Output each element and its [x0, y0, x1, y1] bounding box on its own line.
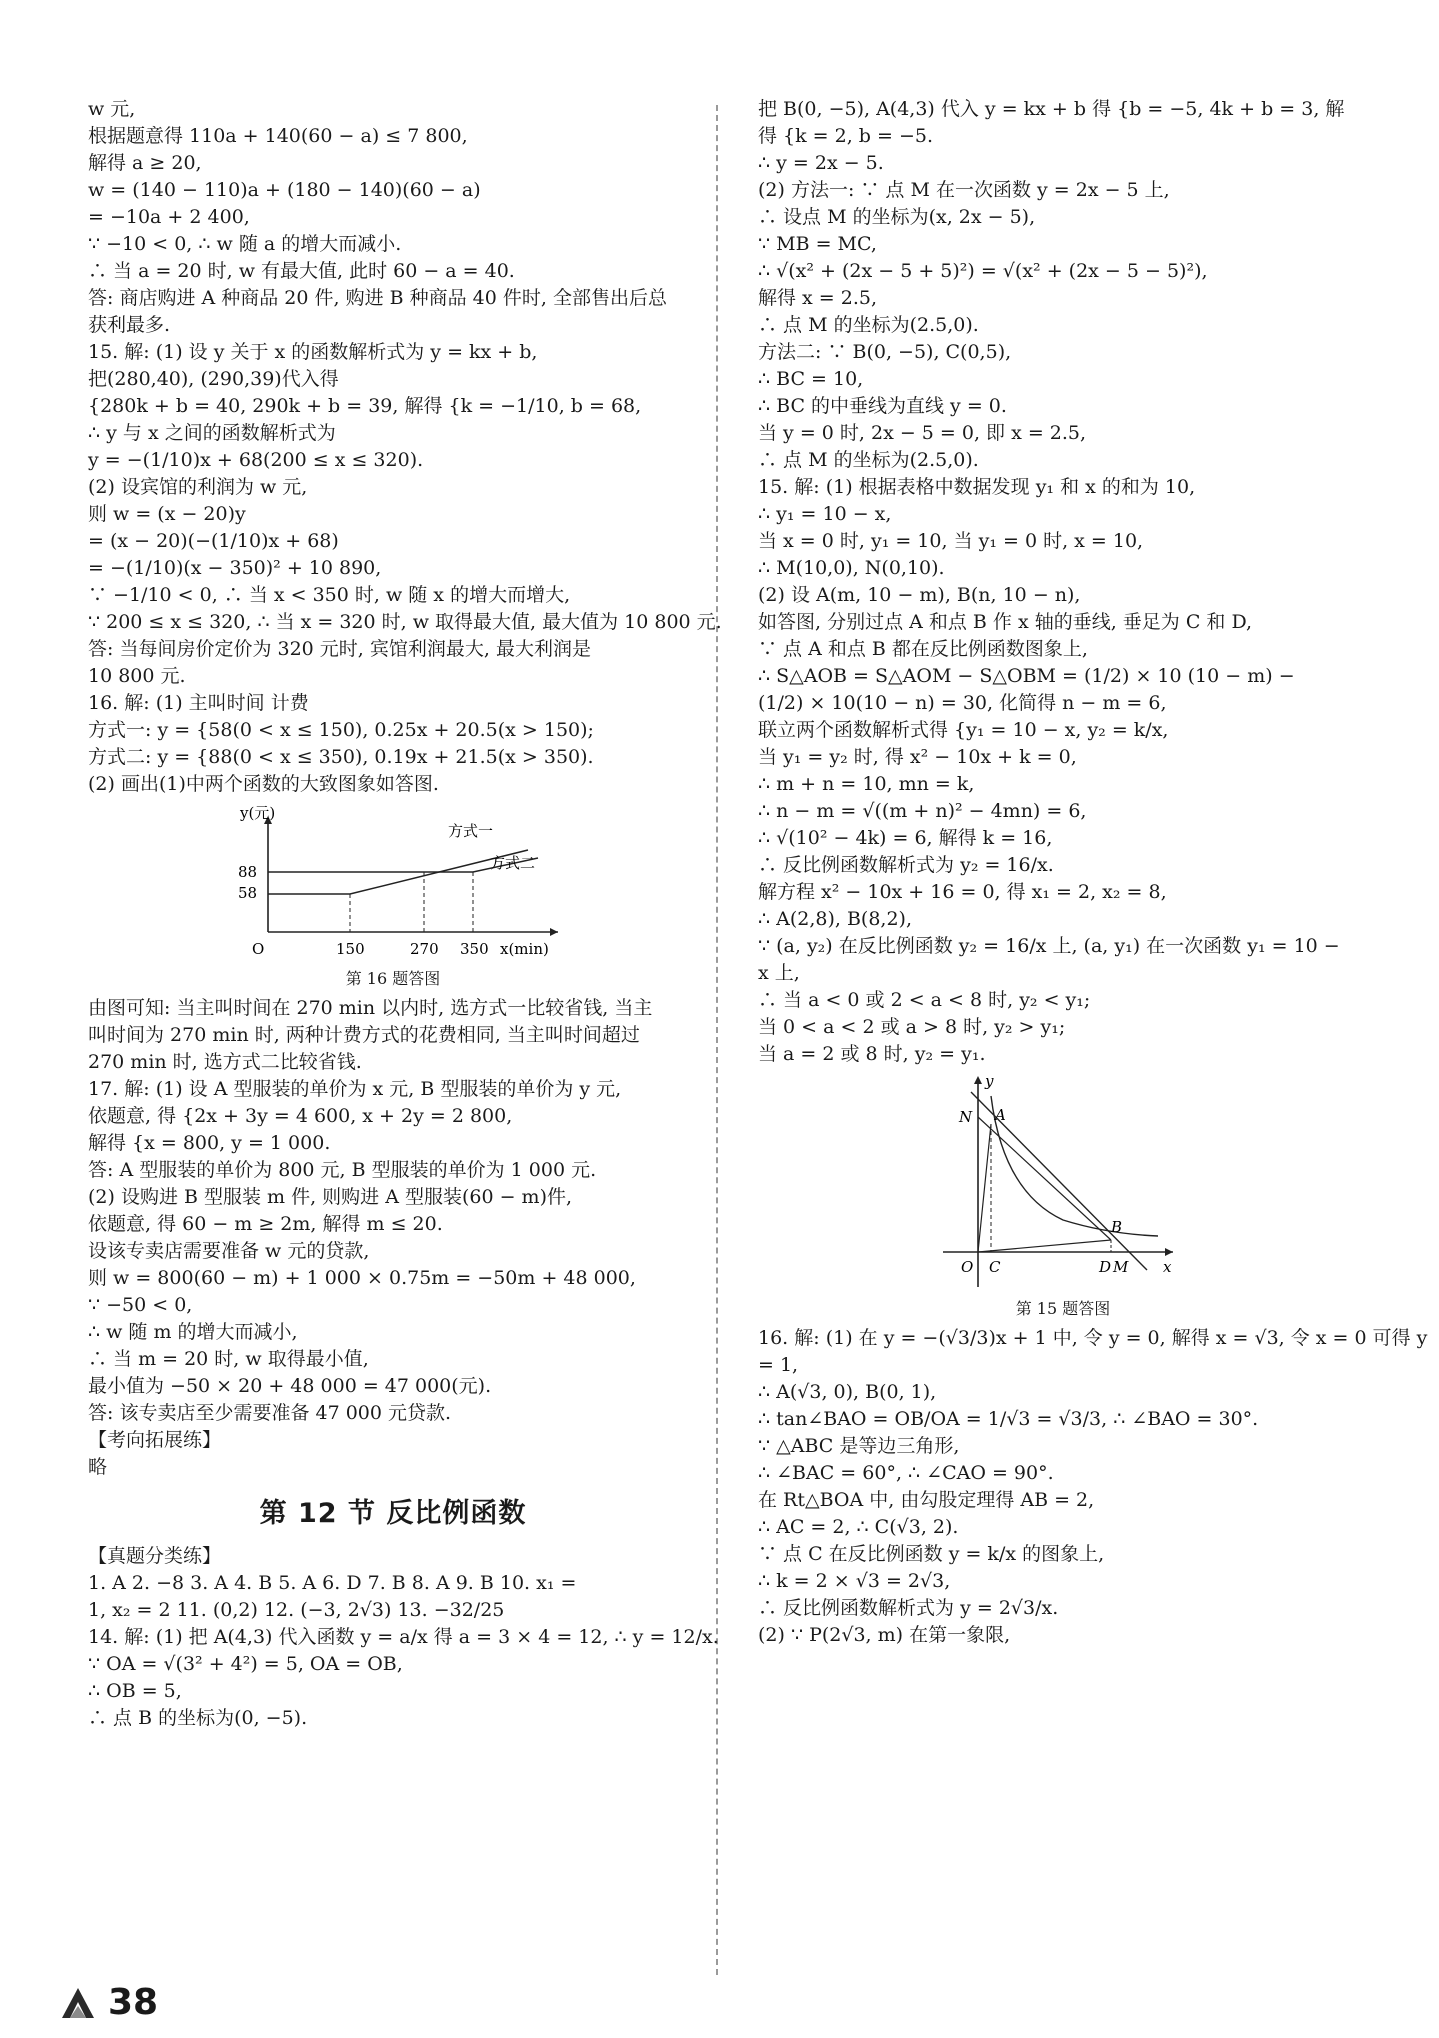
- segment-NB: [978, 1117, 1111, 1240]
- text-line: w = (140 − 110)a + (180 − 140)(60 − a): [88, 179, 481, 201]
- text-line: ∵ −50 < 0,: [88, 1294, 193, 1316]
- text-line: ∴ AC = 2, ∴ C(√3, 2).: [758, 1516, 959, 1538]
- label-C: C: [989, 1258, 1001, 1276]
- text-line: = −10a + 2 400,: [88, 206, 250, 228]
- section-heading: 第 12 节 反比例函数: [259, 1498, 527, 1529]
- text-line: y = −(1/10)x + 68(200 ≤ x ≤ 320).: [88, 449, 424, 471]
- page-footer: [58, 1982, 158, 2023]
- text-line: ∴ √(x² + (2x − 5 + 5)²) = √(x² + (2x − 5 − 5)²),: [758, 260, 1208, 282]
- page-number: 38: [108, 1982, 159, 2023]
- text-line: (2) 方法一: ∵ 点 M 在一次函数 y = 2x − 5 上,: [758, 179, 1170, 201]
- text-line: 方法二: ∵ B(0, −5), C(0,5),: [758, 341, 1012, 363]
- segment-OB: [978, 1240, 1111, 1252]
- text-line: ∴ w 随 m 的增大而减小,: [88, 1321, 298, 1343]
- text-line: ∴ y = 2x − 5.: [758, 152, 884, 174]
- text-line: (2) ∵ P(2√3, m) 在第一象限,: [758, 1624, 1011, 1646]
- text-line: ∵ −1/10 < 0, ∴ 当 x < 350 时, w 随 x 的增大而增大,: [88, 584, 571, 606]
- figure-16-caption: 第 16 题答图: [345, 969, 441, 988]
- x-tick-270: 270: [410, 940, 439, 958]
- text-line: 当 y = 0 时, 2x − 5 = 0, 即 x = 2.5,: [758, 422, 1087, 444]
- x-axis-arrow: [1165, 1248, 1173, 1256]
- text-line: ∴ A(√3, 0), B(0, 1),: [758, 1381, 937, 1403]
- text-line: = 1,: [758, 1354, 799, 1376]
- x-tick-150: 150: [336, 940, 365, 958]
- text-line: 依题意, 得 {2x + 3y = 4 600, x + 2y = 2 800,: [88, 1105, 513, 1127]
- text-line: (2) 设购进 B 型服装 m 件, 则购进 A 型服装(60 − m)件,: [88, 1186, 573, 1208]
- right-column: [758, 96, 1428, 1649]
- text-line: 10 800 元.: [88, 665, 186, 687]
- right-text-block-2: [758, 1325, 1428, 1649]
- label-D: D: [1099, 1258, 1112, 1276]
- text-line: 设该专卖店需要准备 w 元的贷款,: [88, 1240, 370, 1262]
- text-line: ∴ 点 M 的坐标为(2.5,0).: [758, 449, 979, 471]
- label-N: N: [959, 1108, 973, 1126]
- text-line: ∴ ∠BAC = 60°, ∴ ∠CAO = 90°.: [758, 1462, 1054, 1484]
- text-line: 获利最多.: [88, 314, 171, 336]
- text-line: ∴ 点 M 的坐标为(2.5,0).: [758, 314, 979, 336]
- left-text-block-1: [88, 96, 722, 798]
- publisher-logo-icon: [58, 1986, 102, 2020]
- y-tick-88: 88: [238, 863, 258, 881]
- text-line: (2) 设 A(m, 10 − m), B(n, 10 − n),: [758, 584, 1081, 606]
- text-line: 当 a = 2 或 8 时, y₂ = y₁.: [758, 1043, 986, 1065]
- right-text-block-1: [758, 96, 1368, 1068]
- text-line: ∵ MB = MC,: [758, 233, 877, 255]
- text-line: ∴ 当 a = 20 时, w 有最大值, 此时 60 − a = 40.: [88, 260, 515, 282]
- origin-label: O: [252, 940, 265, 958]
- text-line: 【真题分类练】: [88, 1545, 222, 1567]
- text-line: ∴ k = 2 × √3 = 2√3,: [758, 1570, 951, 1592]
- text-line: 得 {k = 2, b = −5.: [758, 125, 934, 147]
- x-tick-350: 350: [460, 940, 489, 958]
- text-line: 15. 解: (1) 根据表格中数据发现 y₁ 和 x 的和为 10,: [758, 476, 1196, 498]
- text-line: 答: 该专卖店至少需要准备 47 000 元贷款.: [88, 1402, 452, 1424]
- text-line: 解得 {x = 800, y = 1 000.: [88, 1132, 331, 1154]
- text-line: 16. 解: (1) 主叫时间 计费: [88, 692, 309, 714]
- text-line: 答: 当每间房价定价为 320 元时, 宾馆利润最大, 最大利润是: [88, 638, 591, 660]
- series-label-plan-2: 方式二: [490, 854, 536, 872]
- text-line: x 上,: [758, 962, 800, 984]
- text-line: ∴ BC 的中垂线为直线 y = 0.: [758, 395, 1007, 417]
- text-line: (1/2) × 10(10 − n) = 30, 化简得 n − m = 6,: [758, 692, 1167, 714]
- text-line: 14. 解: (1) 把 A(4,3) 代入函数 y = a/x 得 a = 3 × 4 = 12, ∴ y = 12/x.: [88, 1626, 719, 1648]
- label-B: B: [1111, 1218, 1123, 1236]
- text-line: 1. A 2. −8 3. A 4. B 5. A 6. D 7. B 8. A 9. B 10. x₁ =: [88, 1572, 577, 1594]
- text-line: 17. 解: (1) 设 A 型服装的单价为 x 元, B 型服装的单价为 y 元,: [88, 1078, 622, 1100]
- segment-OA: [978, 1124, 991, 1252]
- text-line: ∴ 当 m = 20 时, w 取得最小值,: [88, 1348, 369, 1370]
- text-line: 最小值为 −50 × 20 + 48 000 = 47 000(元).: [88, 1375, 492, 1397]
- text-line: 解得 x = 2.5,: [758, 287, 878, 309]
- text-line: 当 0 < a < 2 或 a > 8 时, y₂ > y₁;: [758, 1016, 1066, 1038]
- x-axis-arrow: [550, 928, 558, 936]
- text-line: ∴ 点 B 的坐标为(0, −5).: [88, 1707, 308, 1729]
- left-text-block-2: [88, 995, 698, 1481]
- text-line: 270 min 时, 选方式二比较省钱.: [88, 1051, 362, 1073]
- label-A: A: [995, 1106, 1006, 1124]
- text-line: (2) 设宾馆的利润为 w 元,: [88, 476, 308, 498]
- text-line: 解得 a ≥ 20,: [88, 152, 202, 174]
- series-label-plan-1: 方式一: [448, 822, 494, 840]
- text-line: 15. 解: (1) 设 y 关于 x 的函数解析式为 y = kx + b,: [88, 341, 538, 363]
- text-line: ∴ BC = 10,: [758, 368, 864, 390]
- graph-15-chart: [933, 1072, 1183, 1292]
- text-line: 解方程 x² − 10x + 16 = 0, 得 x₁ = 2, x₂ = 8,: [758, 881, 1167, 903]
- text-line: 略: [88, 1456, 108, 1478]
- figure-15: [758, 1072, 1368, 1321]
- text-line: ∵ −10 < 0, ∴ w 随 a 的增大而减小.: [88, 233, 402, 255]
- text-line: 当 y₁ = y₂ 时, 得 x² − 10x + k = 0,: [758, 746, 1077, 768]
- figure-16: [88, 802, 698, 991]
- text-line: ∴ m + n = 10, mn = k,: [758, 773, 975, 795]
- text-line: ∵ 200 ≤ x ≤ 320, ∴ 当 x = 320 时, w 取得最大值, 最大值为 10 800 元.: [88, 611, 722, 633]
- y-axis-arrow: [974, 1076, 982, 1084]
- text-line: 答: 商店购进 A 种商品 20 件, 购进 B 种商品 40 件时, 全部售出后总: [88, 287, 667, 309]
- text-line: 由图可知: 当主叫时间在 270 min 以内时, 选方式一比较省钱, 当主: [88, 997, 653, 1019]
- text-line: ∵ 点 A 和点 B 都在反比例函数图象上,: [758, 638, 1088, 660]
- text-line: 【考向拓展练】: [88, 1429, 222, 1451]
- text-line: = (x − 20)(−(1/10)x + 68): [88, 530, 339, 552]
- text-line: (2) 画出(1)中两个函数的大致图象如答图.: [88, 773, 439, 795]
- text-line: ∴ y 与 x 之间的函数解析式为: [88, 422, 336, 444]
- text-line: ∴ n − m = √((m + n)² − 4mn) = 6,: [758, 800, 1087, 822]
- graph-16-chart: [238, 802, 568, 962]
- text-line: 答: A 型服装的单价为 800 元, B 型服装的单价为 1 000 元.: [88, 1159, 597, 1181]
- column-divider: [716, 105, 718, 1975]
- label-O: O: [961, 1258, 974, 1276]
- text-line: ∴ S△AOB = S△AOM − S△OBM = (1/2) × 10 (10 − m) −: [758, 665, 1295, 687]
- text-line: w 元,: [88, 98, 136, 120]
- figure-15-caption: 第 15 题答图: [1015, 1299, 1111, 1318]
- text-line: ∴ OB = 5,: [88, 1680, 182, 1702]
- text-line: ∵ OA = √(3² + 4²) = 5, OA = OB,: [88, 1653, 403, 1675]
- text-line: ∴ 反比例函数解析式为 y = 2√3/x.: [758, 1597, 1059, 1619]
- text-line: ∴ 反比例函数解析式为 y₂ = 16/x.: [758, 854, 1054, 876]
- text-line: ∵ △ABC 是等边三角形,: [758, 1435, 960, 1457]
- y-axis-label: y(元): [240, 804, 276, 822]
- text-line: ∴ 当 a < 0 或 2 < a < 8 时, y₂ < y₁;: [758, 989, 1091, 1011]
- label-y: y: [985, 1072, 994, 1090]
- y-tick-58: 58: [238, 884, 258, 902]
- text-line: 当 x = 0 时, y₁ = 10, 当 y₁ = 0 时, x = 10,: [758, 530, 1144, 552]
- text-line: 则 w = 800(60 − m) + 1 000 × 0.75m = −50m + 48 000,: [88, 1267, 636, 1289]
- text-line: ∵ (a, y₂) 在反比例函数 y₂ = 16/x 上, (a, y₁) 在一次函数 y₁ = 10 −: [758, 935, 1340, 957]
- text-line: ∴ y₁ = 10 − x,: [758, 503, 892, 525]
- inverse-function-curve: [991, 1096, 1158, 1236]
- text-line: 根据题意得 110a + 140(60 − a) ≤ 7 800,: [88, 125, 468, 147]
- text-line: 则 w = (x − 20)y: [88, 503, 246, 525]
- text-line: ∴ A(2,8), B(8,2),: [758, 908, 913, 930]
- label-x: x: [1163, 1258, 1172, 1276]
- text-line: ∵ 点 C 在反比例函数 y = k/x 的图象上,: [758, 1543, 1105, 1565]
- text-line: 把 B(0, −5), A(4,3) 代入 y = kx + b 得 {b = −5, 4k + b = 3, 解: [758, 98, 1345, 120]
- text-line: 依题意, 得 60 − m ≥ 2m, 解得 m ≤ 20.: [88, 1213, 443, 1235]
- text-line: 方式二: y = {88(0 < x ≤ 350), 0.19x + 21.5(x > 350).: [88, 746, 594, 768]
- label-M: M: [1113, 1258, 1129, 1276]
- text-line: ∴ 设点 M 的坐标为(x, 2x − 5),: [758, 206, 1036, 228]
- text-line: 把(280,40), (290,39)代入得: [88, 368, 339, 390]
- text-line: 叫时间为 270 min 时, 两种计费方式的花费相同, 当主叫时间超过: [88, 1024, 640, 1046]
- text-line: 联立两个函数解析式得 {y₁ = 10 − x, y₂ = k/x,: [758, 719, 1169, 741]
- text-line: 方式一: y = {58(0 < x ≤ 150), 0.25x + 20.5(x > 150);: [88, 719, 594, 741]
- text-line: = −(1/10)(x − 350)² + 10 890,: [88, 557, 382, 579]
- text-line: 1, x₂ = 2 11. (0,2) 12. (−3, 2√3) 13. −32/25: [88, 1599, 505, 1621]
- text-line: 如答图, 分别过点 A 和点 B 作 x 轴的垂线, 垂足为 C 和 D,: [758, 611, 1253, 633]
- text-line: 16. 解: (1) 在 y = −(√3/3)x + 1 中, 令 y = 0, 解得 x = √3, 令 x = 0 可得 y: [758, 1327, 1428, 1349]
- x-axis-label: x(min): [500, 940, 549, 958]
- text-line: ∴ M(10,0), N(0,10).: [758, 557, 945, 579]
- text-line: ∴ tan∠BAO = OB/OA = 1/√3 = √3/3, ∴ ∠BAO = 30°.: [758, 1408, 1259, 1430]
- text-line: {280k + b = 40, 290k + b = 39, 解得 {k = −1/10, b = 68,: [88, 395, 642, 417]
- left-column: [88, 96, 722, 1732]
- text-line: 在 Rt△BOA 中, 由勾股定理得 AB = 2,: [758, 1489, 1095, 1511]
- left-text-block-3: [88, 1543, 719, 1732]
- text-line: ∴ √(10² − 4k) = 6, 解得 k = 16,: [758, 827, 1053, 849]
